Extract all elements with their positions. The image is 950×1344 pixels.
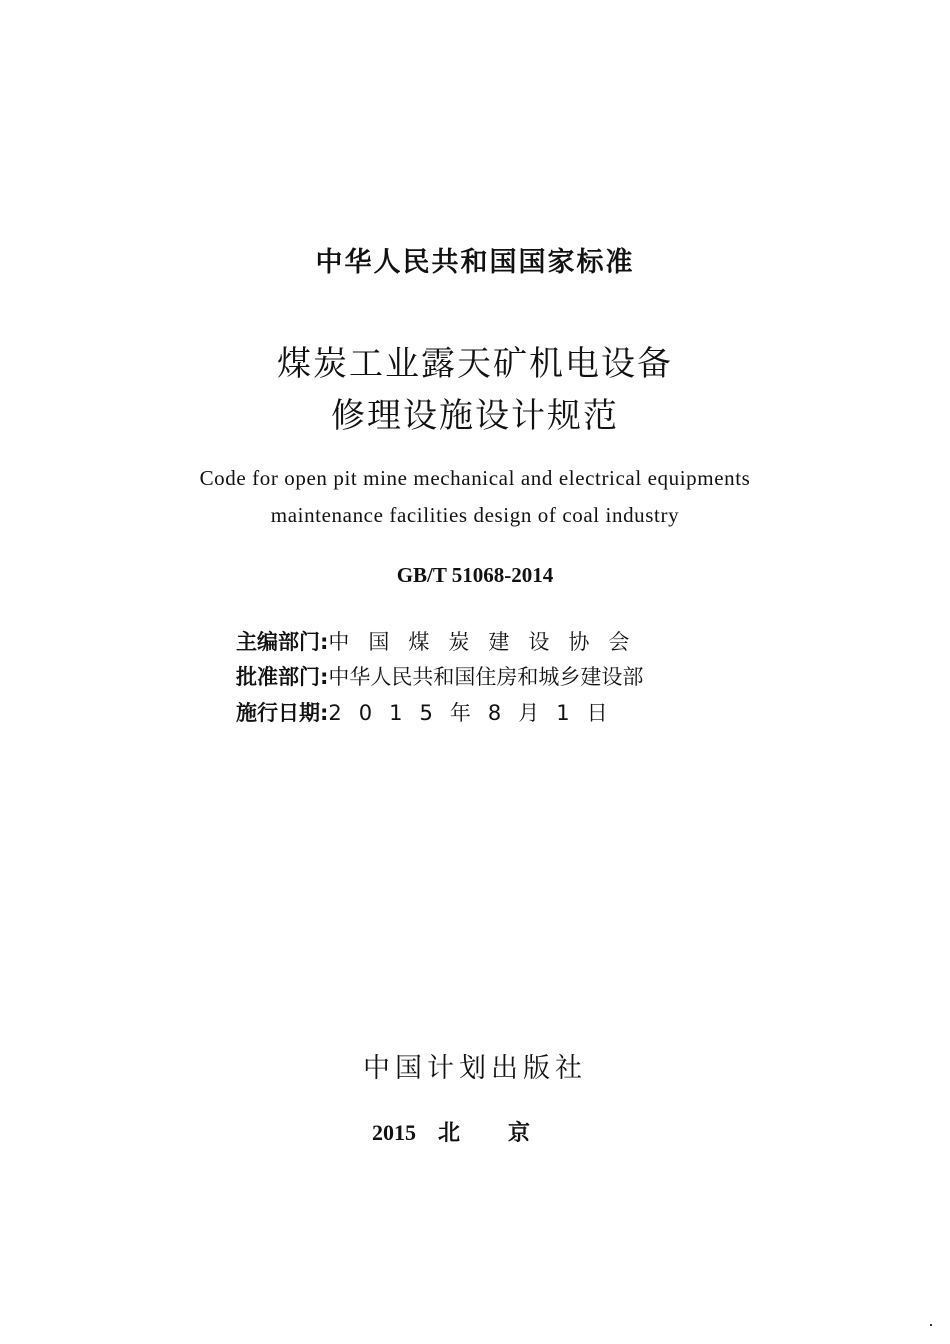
standard-type-heading: 中华人民共和国国家标准 xyxy=(315,247,635,278)
imprint-year: 2015 xyxy=(371,1120,416,1145)
editor-label: 主编部门: xyxy=(236,630,329,654)
imprint-city: 北京 xyxy=(437,1121,578,1146)
publisher: 中国计划出版社 xyxy=(363,1053,587,1084)
date-row xyxy=(236,697,706,727)
english-title-line-1: Code for open pit mine mechanical and electrical equipments xyxy=(199,466,751,490)
editor-row xyxy=(236,626,706,656)
date-label: 施行日期: xyxy=(236,701,329,725)
date-value: 2015年8月1日 xyxy=(328,701,625,725)
corner-mark xyxy=(930,1324,932,1326)
standard-code: GB/T 51068-2014 xyxy=(396,563,554,587)
editor-value: 中国煤炭建设协会 xyxy=(328,630,649,654)
approver-label: 批准部门: xyxy=(236,665,329,689)
title-line-1: 煤炭工业露天矿机电设备 xyxy=(277,344,673,384)
approver-row xyxy=(236,661,706,691)
imprint xyxy=(0,1116,950,1147)
english-title-line-2: maintenance facilities design of coal industry xyxy=(270,503,680,527)
approver-value: 中华人民共和国住房和城乡建设部 xyxy=(328,665,644,689)
title-line-2: 修理设施设计规范 xyxy=(331,396,619,436)
